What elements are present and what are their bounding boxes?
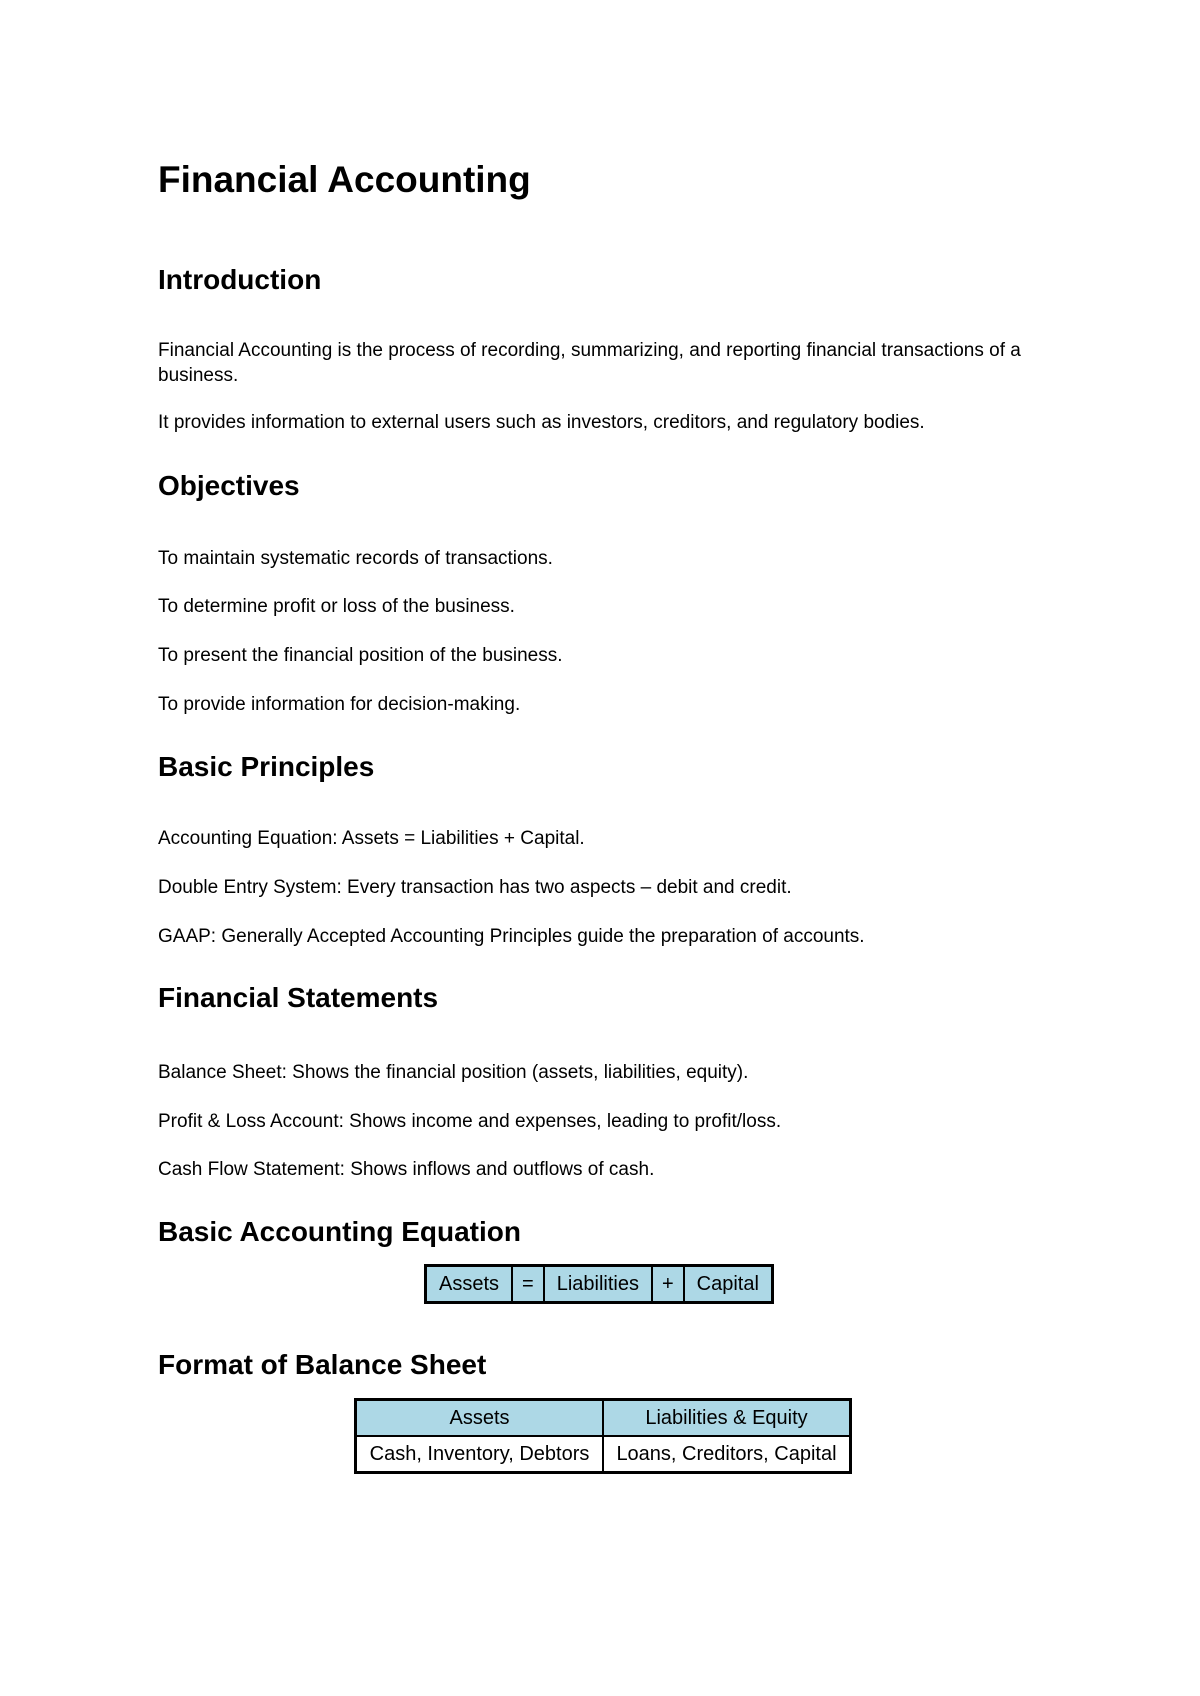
statement-item-2: Profit & Loss Account: Shows income and expenses, leading to profit/loss. [158, 1111, 782, 1132]
introduction-paragraph-2: It provides information to external users such as investors, creditors, and regulatory bodies. [158, 412, 925, 433]
equation-cell-equals: = [512, 1266, 544, 1303]
objective-item-4: To provide information for decision-making. [158, 694, 521, 715]
balance-sheet-header-assets: Assets [356, 1400, 604, 1437]
balance-sheet-table [354, 1398, 852, 1474]
equation-cell-assets: Assets [426, 1266, 513, 1303]
balance-sheet-heading: Format of Balance Sheet [158, 1349, 487, 1380]
principle-item-3: GAAP: Generally Accepted Accounting Principles guide the preparation of accounts. [158, 926, 865, 947]
principle-item-2: Double Entry System: Every transaction has two aspects – debit and credit. [158, 877, 792, 898]
statement-item-1: Balance Sheet: Shows the financial position (assets, liabilities, equity). [158, 1062, 749, 1083]
equation-cell-plus: + [652, 1266, 684, 1303]
objective-item-2: To determine profit or loss of the business. [158, 596, 515, 617]
equation-cell-liabilities: Liabilities [544, 1266, 652, 1303]
accounting-equation-table [424, 1264, 774, 1304]
balance-sheet-cell-assets: Cash, Inventory, Debtors [356, 1436, 604, 1473]
balance-sheet-header-liabilities-equity: Liabilities & Equity [603, 1400, 851, 1437]
equation-cell-capital: Capital [684, 1266, 773, 1303]
basic-principles-heading: Basic Principles [158, 751, 375, 782]
principle-item-1: Accounting Equation: Assets = Liabilities + Capital. [158, 828, 585, 849]
financial-statements-heading: Financial Statements [158, 982, 439, 1013]
equation-row [426, 1266, 773, 1303]
objectives-heading: Objectives [158, 470, 300, 501]
objective-item-3: To present the financial position of the business. [158, 645, 563, 666]
balance-sheet-header-row [356, 1400, 851, 1437]
introduction-paragraph-1: Financial Accounting is the process of recording, summarizing, and reporting financial transactions of a business. [158, 340, 1021, 386]
accounting-equation-heading: Basic Accounting Equation [158, 1216, 521, 1247]
table-row [356, 1436, 851, 1473]
document-title: Financial Accounting [158, 159, 531, 200]
introduction-heading: Introduction [158, 264, 322, 295]
objective-item-1: To maintain systematic records of transactions. [158, 548, 553, 569]
statement-item-3: Cash Flow Statement: Shows inflows and outflows of cash. [158, 1159, 655, 1180]
balance-sheet-cell-liabilities-equity: Loans, Creditors, Capital [603, 1436, 851, 1473]
